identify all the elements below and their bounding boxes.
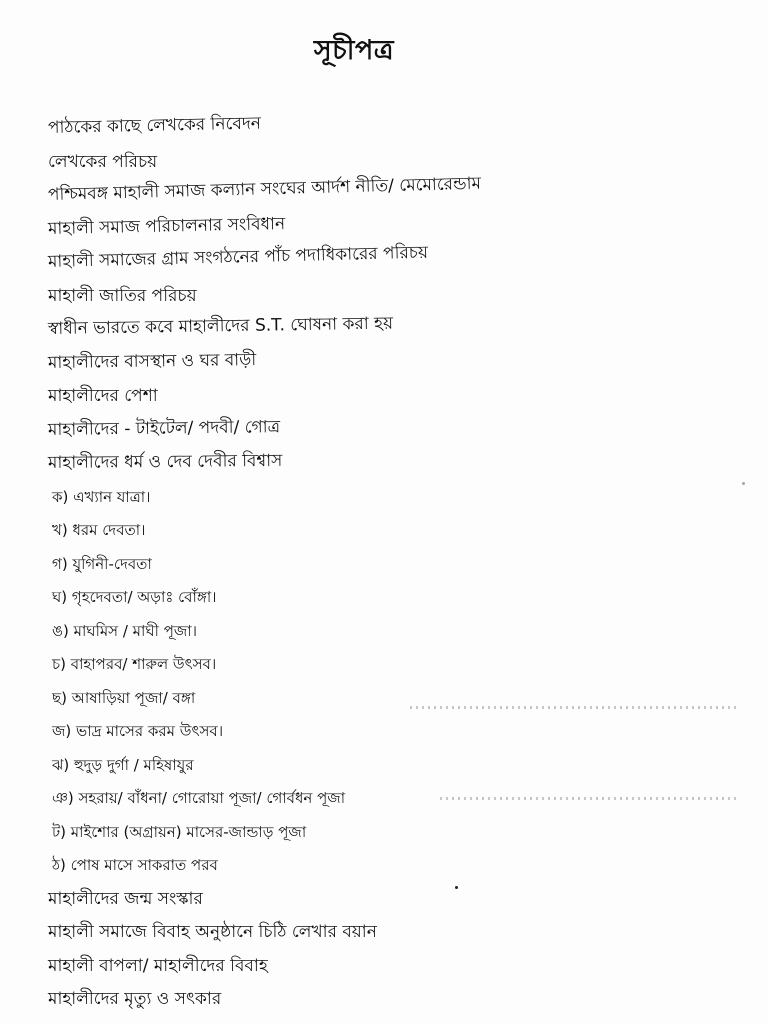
toc-item: মাহালীদের ধর্ম ও দেব দেবীর বিশ্বাস <box>47 450 283 473</box>
page-title: সূচীপত্র <box>313 35 395 66</box>
toc-subitem: ঞ) সহরায়/ বাঁধনা/ গোরোয়া পূজা/ গোর্বধন পূজা <box>52 789 346 807</box>
toc-item: মাহালীদের জন্ম সংস্কার <box>48 888 203 909</box>
toc-item: মাহালী সমাজে বিবাহ অনুষ্ঠানে চিঠি লেখার বয়ান <box>48 922 377 942</box>
toc-item: মাহালী সমাজ পরিচালনার সংবিধান <box>47 213 286 239</box>
toc-subitem: ঘ) গৃহদেবতা/ অড়াঃ বোঁঙ্গা। <box>52 588 217 606</box>
toc-item: মাহালীদের বাসস্থান ও ঘর বাড়ী <box>47 349 257 373</box>
toc-item: পাঠকের কাছে লেখকের নিবেদন <box>47 113 262 138</box>
toc-subitem: খ) ধরম দেবতা। <box>52 521 146 539</box>
scan-noise <box>440 797 740 800</box>
table-of-contents <box>48 112 738 1017</box>
toc-subitem: ছ) আষাড়িয়া পূজা/ বঙ্গা <box>52 688 196 707</box>
toc-item: মাহালীদের পেশা <box>48 386 158 406</box>
toc-subitem: চ) বাহাপরব/ শারুল উৎসব। <box>52 655 217 673</box>
toc-subitem: ঠ) পোষ মাসে সাকরাত পরব <box>52 856 218 874</box>
toc-subitem: ঙ) মাঘমিস / মাঘী পূজা। <box>52 621 198 640</box>
toc-subitem: গ) যুগিনী-দেবতা <box>52 554 152 573</box>
scan-noise <box>410 706 740 709</box>
scan-dot <box>742 482 745 485</box>
toc-item: মাহালী সমাজের গ্রাম সংগঠনের পাঁচ পদাধিকারের পরিচয় <box>47 242 429 272</box>
toc-item: মাহালী জাতির পরিচয় <box>48 285 197 306</box>
toc-item: স্বাধীন ভারতে কবে মাহালীদের S.T. ঘোষনা করা হয় <box>47 313 394 339</box>
toc-subitem: জ) ভাদ্র মাসের করম উৎসব। <box>52 722 224 740</box>
toc-item: পশ্চিমবঙ্গ মাহালী সমাজ কল্যান সংঘের আর্দশ নীতি/ মেমোরেন্ডাম <box>47 173 482 205</box>
toc-item: মাহালীদের মৃত্যু ও সৎকার <box>48 989 222 1009</box>
toc-item: মাহালী বাপলা/ মাহালীদের বিবাহ <box>48 955 268 976</box>
toc-subitem: ঝ) হুদুড় দুর্গা / মহিষাযুর <box>52 755 194 774</box>
toc-subitem: ক) এখ্যান যাত্রা। <box>52 487 151 506</box>
toc-item: মাহালীদের - টাইটেল/ পদবী/ গোত্র <box>47 416 281 440</box>
scan-dot <box>455 886 458 889</box>
toc-subitem: ট) মাইশোর (অগ্রায়ন) মাসের-জান্ডাড় পূজা <box>52 822 307 841</box>
toc-item: লেখকের পরিচয় <box>48 151 158 172</box>
